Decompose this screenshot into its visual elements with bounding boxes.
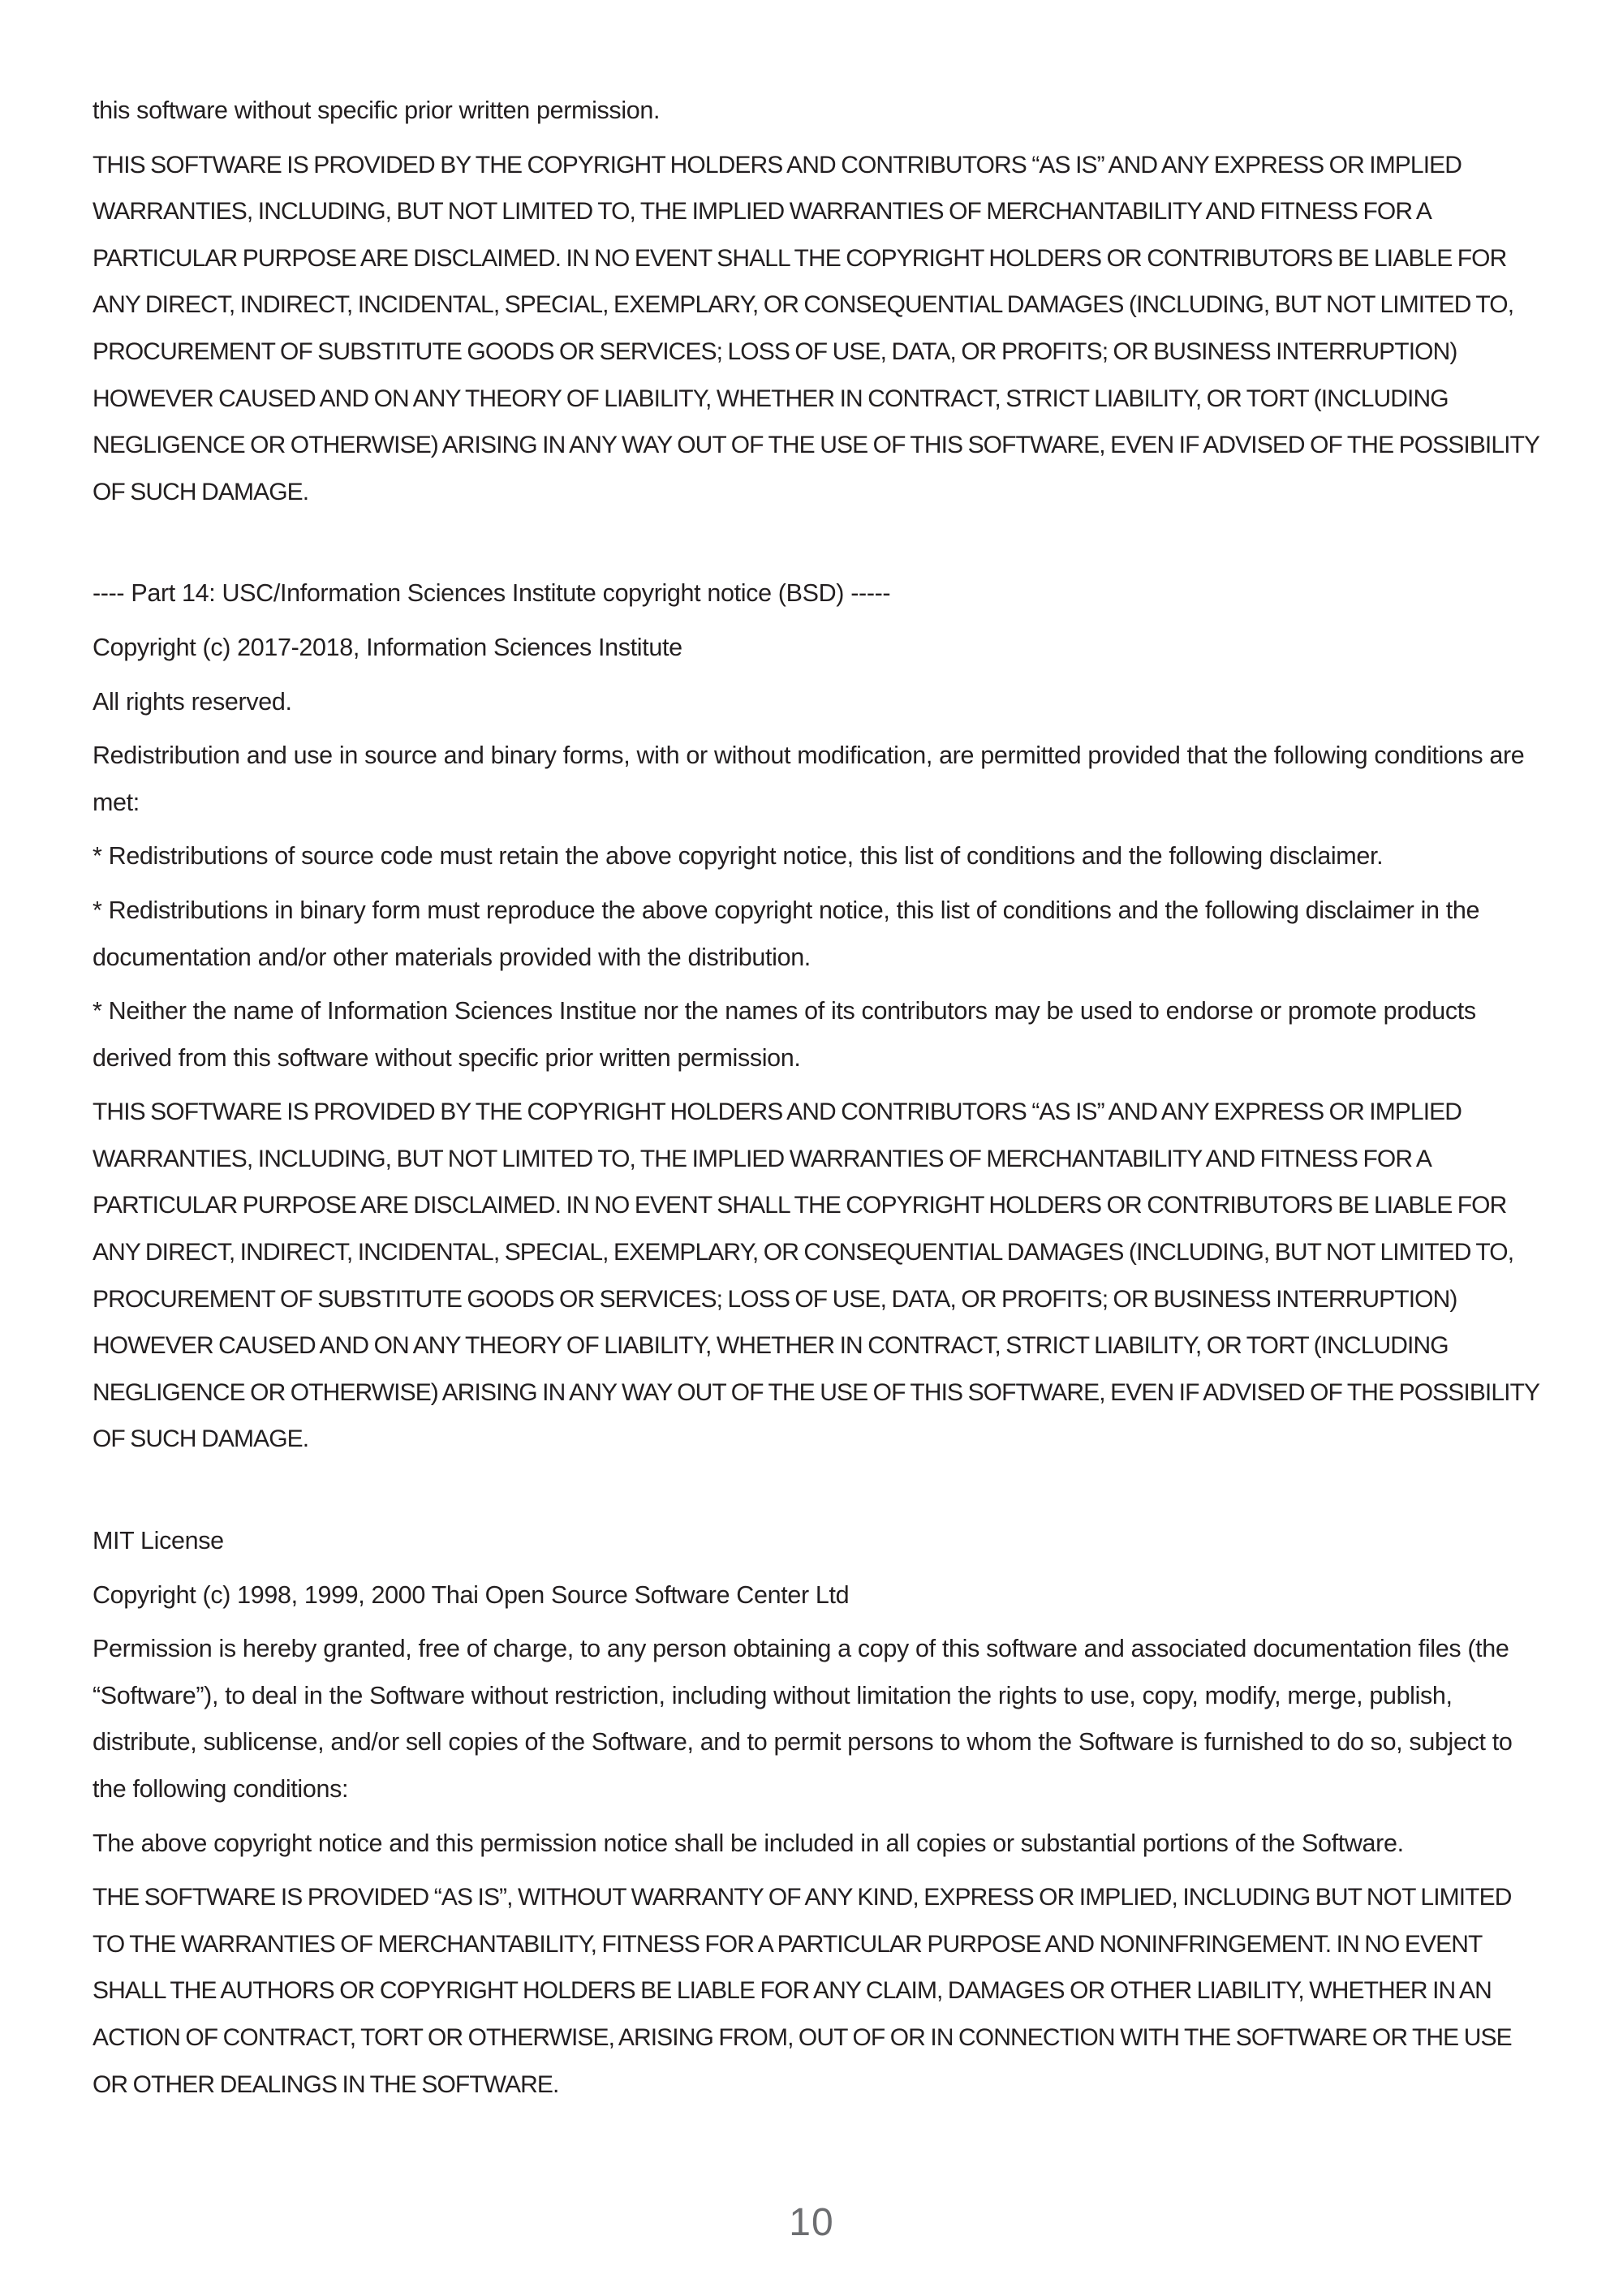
condition-binary-form: * Redistributions in binary form must reproduce the above copyright notice, this list of conditions and the following disclaimer in the documentation and/or other materials provided with the distribution.: [93, 896, 1480, 971]
copyright-line-thai: Copyright (c) 1998, 1999, 2000 Thai Open Source Software Center Ltd: [93, 1580, 850, 1609]
section-heading-mit: MIT License: [93, 1527, 224, 1555]
license-page-body: [93, 88, 1545, 2115]
disclaimer-part14: THIS SOFTWARE IS PROVIDED BY THE COPYRIGHT HOLDERS AND CONTRIBUTORS “AS IS” AND ANY EXPRESS OR IMPLIED WARRANTIES, INCLUDING, BUT NOT LIMITED TO, THE IMPLIED WARRANTIES OF MERCHANTABILITY AND FITNESS FOR A PARTICULAR PURPOSE ARE DISCLAIMED. IN NO EVENT SHALL THE COPYRIGHT HOLDERS OR CONTRIBUTORS BE LIABLE FOR ANY DIRECT, INDIRECT, INCIDENTAL, SPECIAL, EXEMPLARY, OR CONSEQUENTIAL DAMAGES (INCLUDING, BUT NOT LIMITED TO, PROCUREMENT OF SUBSTITUTE GOODS OR SERVICES; LOSS OF USE, DATA, OR PROFITS; OR BUSINESS INTERRUPTION) HOWEVER CAUSED AND ON ANY THEORY OF LIABILITY, WHETHER IN CONTRACT, STRICT LIABILITY, OR TORT (INCLUDING NEGLIGENCE OR OTHERWISE) ARISING IN ANY WAY OUT OF THE USE OF THIS SOFTWARE, EVEN IF ADVISED OF THE POSSIBILITY OF SUCH DAMAGE.: [93, 1099, 1539, 1453]
condition-source-code: * Redistributions of source code must retain the above copyright notice, this list of conditions and the following disclaimer.: [93, 842, 1384, 871]
condition-endorsement: * Neither the name of Information Sciences Institue nor the names of its contributors may be used to endorse or promote products derived from this software without specific prior written permission.: [93, 997, 1476, 1072]
section-heading-part14: ---- Part 14: USC/Information Sciences Institute copyright notice (BSD) -----: [93, 579, 891, 608]
disclaimer-mit: THE SOFTWARE IS PROVIDED “AS IS”, WITHOUT WARRANTY OF ANY KIND, EXPRESS OR IMPLIED, INCLUDING BUT NOT LIMITED TO THE WARRANTIES OF MERCHANTABILITY, FITNESS FOR A PARTICULAR PURPOSE AND NONINFRINGEMENT. IN NO EVENT SHALL THE AUTHORS OR COPYRIGHT HOLDERS BE LIABLE FOR ANY CLAIM, DAMAGES OR OTHER LIABILITY, WHETHER IN AN ACTION OF CONTRACT, TORT OR OTHERWISE, ARISING FROM, OUT OF OR IN CONNECTION WITH THE SOFTWARE OR THE USE OR OTHER DEALINGS IN THE SOFTWARE.: [93, 1884, 1512, 2098]
permission-grant: Permission is hereby granted, free of charge, to any person obtaining a copy of this software and associated documentation files (the “Software”), to deal in the Software without restriction, including without limitation the rights to use, copy, modify, merge, publish, distribute, sublicense, and/or sell copies of the Software, and to permit persons to whom the Software is furnished to do so, subject to the following conditions:: [93, 1635, 1513, 1803]
disclaimer-bsd13: THIS SOFTWARE IS PROVIDED BY THE COPYRIGHT HOLDERS AND CONTRIBUTORS “AS IS” AND ANY EXPRESS OR IMPLIED WARRANTIES, INCLUDING, BUT NOT LIMITED TO, THE IMPLIED WARRANTIES OF MERCHANTABILITY AND FITNESS FOR A PARTICULAR PURPOSE ARE DISCLAIMED. IN NO EVENT SHALL THE COPYRIGHT HOLDERS OR CONTRIBUTORS BE LIABLE FOR ANY DIRECT, INDIRECT, INCIDENTAL, SPECIAL, EXEMPLARY, OR CONSEQUENTIAL DAMAGES (INCLUDING, BUT NOT LIMITED TO, PROCUREMENT OF SUBSTITUTE GOODS OR SERVICES; LOSS OF USE, DATA, OR PROFITS; OR BUSINESS INTERRUPTION) HOWEVER CAUSED AND ON ANY THEORY OF LIABILITY, WHETHER IN CONTRACT, STRICT LIABILITY, OR TORT (INCLUDING NEGLIGENCE OR OTHERWISE) ARISING IN ANY WAY OUT OF THE USE OF THIS SOFTWARE, EVEN IF ADVISED OF THE POSSIBILITY OF SUCH DAMAGE.: [93, 151, 1539, 505]
page-number: 10: [789, 2201, 834, 2244]
paragraph-bsd13-end: this software without specific prior written permission.: [93, 97, 661, 124]
copyright-line-isi: Copyright (c) 2017-2018, Information Sciences Institute: [93, 633, 682, 661]
notice-inclusion: The above copyright notice and this permission notice shall be included in all copies or substantial portions of the Software.: [93, 1829, 1404, 1857]
redistribution-intro: Redistribution and use in source and binary forms, with or without modification, are permitted provided that the following conditions are met:: [93, 742, 1525, 816]
rights-reserved-line: All rights reserved.: [93, 687, 292, 716]
